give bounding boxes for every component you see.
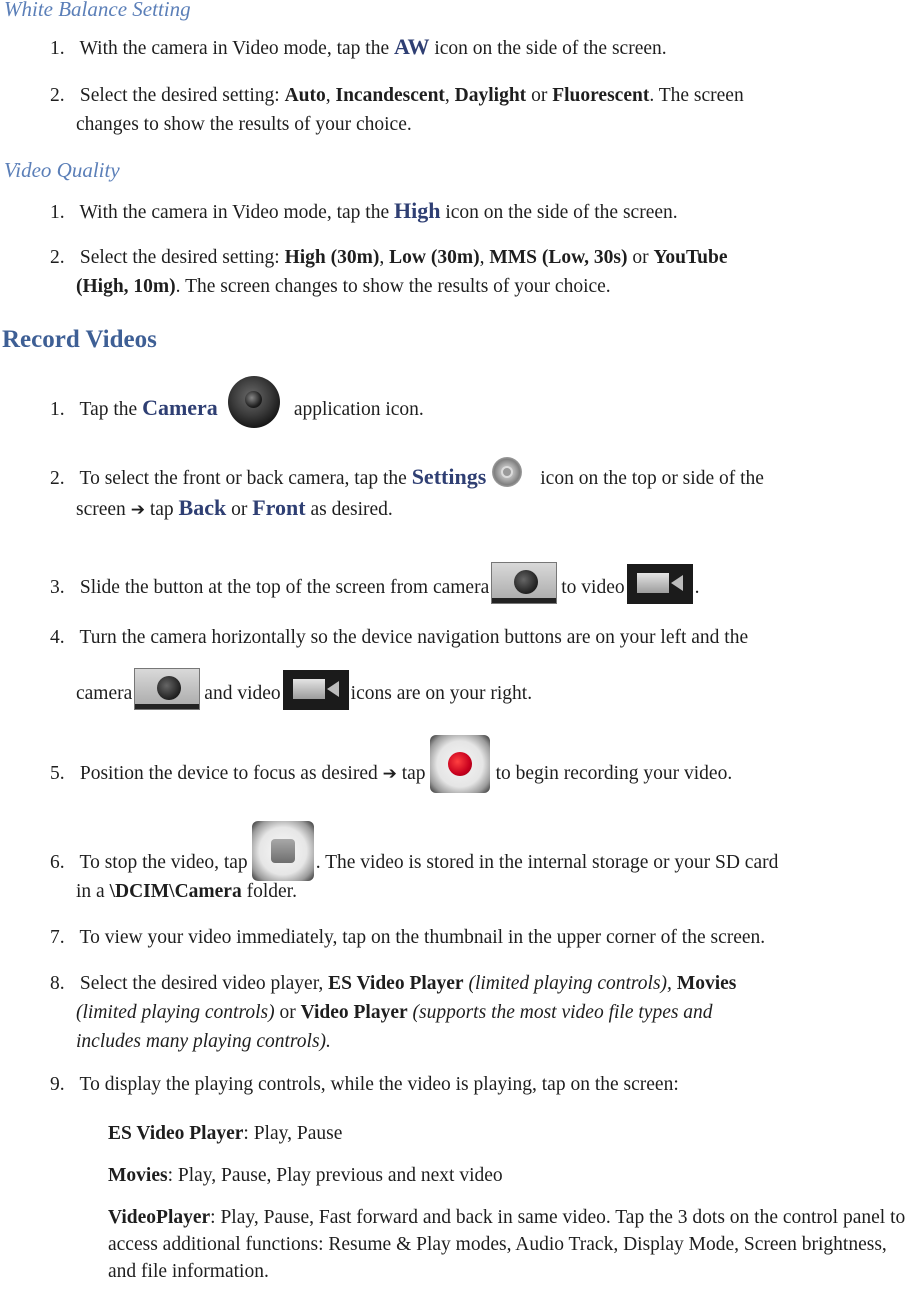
rv-step-7: 7. To view your video immediately, tap on the thumbnail in the upper corner of the screen. <box>50 927 766 948</box>
rv-step-5: 5. Position the device to focus as desired ➔ tap to begin recording your video. <box>50 731 918 789</box>
section-heading-white-balance: White Balance Setting <box>4 0 191 21</box>
player-controls-es: ES Video Player: Play, Pause <box>108 1123 343 1144</box>
rv-step-6: 6. To stop the video, tap . The video is stored in the internal storage or your SD card in a \DCIM\Camera folder. <box>50 817 918 906</box>
video-mode-icon <box>283 670 349 710</box>
camera-mode-icon <box>491 562 557 604</box>
wb-step-2: 2. Select the desired setting: Auto, Incandescent, Daylight or Fluorescent. The screen changes to show the results of your choice. <box>50 85 744 135</box>
rv-step-2: 2. To select the front or back camera, tap the Settings icon on the top or side of the screen ➔ tap Back or Front as desired. <box>50 462 918 525</box>
wb-step-1: 1. With the camera in Video mode, tap the AW icon on the side of the screen. <box>50 34 667 59</box>
rv-step-4: 4. Turn the camera horizontally so the device navigation buttons are on your left and the camera and video icons are on your right. <box>50 623 918 708</box>
vq-step-2: 2. Select the desired setting: High (30m), Low (30m), MMS (Low, 30s) or YouTube (High, 10m). The screen changes to show the results of your choice. <box>50 247 728 297</box>
rv-step-8: 8. Select the desired video player, ES Video Player (limited playing controls), Movies (limited playing controls) or Video Player (supports the most video file types and includes many playing controls). <box>50 973 737 1052</box>
rv-step-1: 1. Tap the Camera application icon. <box>50 372 918 424</box>
player-controls-movies: Movies: Play, Pause, Play previous and next video <box>108 1165 503 1186</box>
section-heading-video-quality: Video Quality <box>4 158 120 182</box>
stop-button-icon <box>252 821 314 881</box>
arrow-right-icon: ➔ <box>130 500 145 520</box>
player-controls-videoplayer: VideoPlayer: Play, Pause, Fast forward and back in same video. Tap the 3 dots on the control panel to access additional functions: Resume & Play modes, Audio Track, Display Mode, Screen brightness, and file information. <box>108 1207 906 1282</box>
settings-gear-icon <box>492 457 522 487</box>
section-heading-record-videos: Record Videos <box>2 326 157 353</box>
aw-term: AW <box>394 34 430 59</box>
high-term: High <box>394 198 441 223</box>
rv-step-9: 9. To display the playing controls, while the video is playing, tap on the screen: <box>50 1074 679 1095</box>
camera-mode-icon <box>134 668 200 710</box>
video-mode-icon <box>627 564 693 604</box>
rv-step-3: 3. Slide the button at the top of the screen from camera to video . <box>50 560 918 602</box>
camera-app-icon <box>228 376 280 428</box>
arrow-right-icon: ➔ <box>382 764 397 784</box>
vq-step-1: 1. With the camera in Video mode, tap the High icon on the side of the screen. <box>50 198 678 223</box>
record-button-icon <box>430 735 490 793</box>
